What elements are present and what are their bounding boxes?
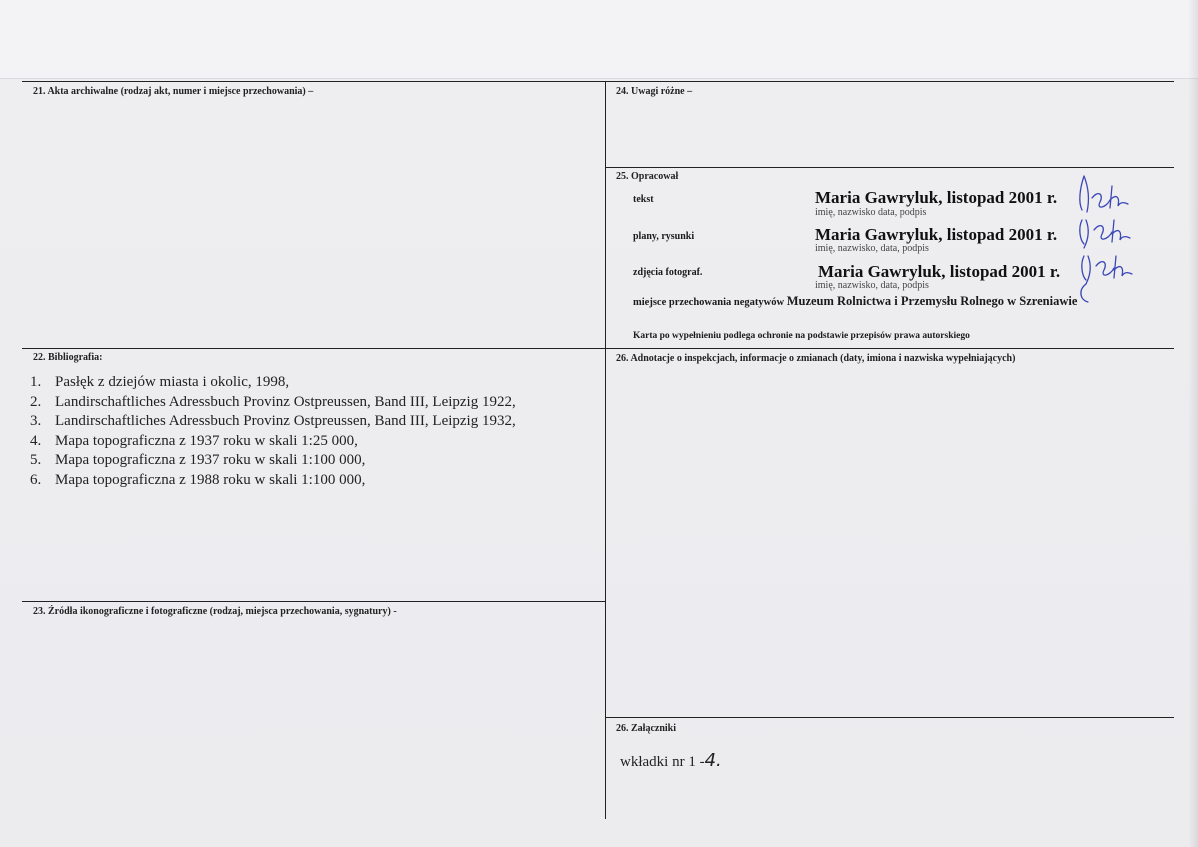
author-text-label: tekst	[633, 194, 654, 205]
paper-edge-shadow	[1188, 0, 1198, 847]
bibliography-item: 6. Mapa topograficzna z 1988 roku w skali 1:100 000,	[30, 471, 366, 488]
section-26-annotations-label: 26. Adnotacje o inspekcjach, informacje o zmianach (daty, imiona i nazwiska wypełniających)	[616, 353, 1016, 364]
negatives-storage-value: Muzeum Rolnictwa i Przemysłu Rolnego w Szreniawie	[786, 294, 1078, 308]
author-text-value: Maria Gawryluk, listopad 2001 r.	[815, 188, 1058, 207]
attachments-value	[620, 750, 722, 771]
author-photos-caption: imię, nazwisko, data, podpis	[815, 280, 929, 291]
negatives-storage-label: miejsce przechowania negatywów	[633, 297, 785, 308]
author-plans-value: Maria Gawryluk, listopad 2001 r.	[815, 225, 1058, 244]
negatives-storage	[633, 294, 1093, 310]
author-plans-caption: imię, nazwisko, data, podpis	[815, 243, 929, 254]
section-21-label: 21. Akta archiwalne (rodzaj akt, numer i miejsce przechowania) –	[33, 86, 314, 97]
bibliography-list	[30, 373, 516, 490]
page-top-margin	[0, 0, 1198, 79]
section-26-attachments-label: 26. Załączniki	[616, 723, 677, 734]
bibliography-item: 3. Landirschaftliches Adressbuch Provinz Ostpreussen, Band III, Leipzig 1932,	[30, 413, 516, 429]
author-photos-value: Maria Gawryluk, listopad 2001 r.	[818, 262, 1061, 281]
attachments-typed: wkładki nr 1 -	[620, 754, 705, 770]
section-24-label: 24. Uwagi różne –	[616, 86, 693, 97]
handwritten-signature-icon	[1070, 168, 1140, 308]
bibliography-item: 4. Mapa topograficzna z 1937 roku w skali 1:25 000,	[30, 432, 358, 449]
rule-22-23	[22, 601, 606, 602]
author-text-caption: imię, nazwisko data, podpis	[815, 207, 927, 218]
rule-21-22	[22, 348, 1174, 349]
bibliography-item: 2. Landirschaftliches Adressbuch Provinz Ostpreussen, Band III, Leipzig 1922,	[30, 393, 516, 410]
section-25-label: 25. Opracował	[616, 171, 679, 182]
bibliography-item: 1. Pasłęk z dziejów miasta i okolic, 1998,	[30, 374, 290, 390]
copyright-note: Karta po wypełnieniu podlega ochronie na podstawie przepisów prawa autorskiego	[633, 331, 970, 341]
rule-center-divider	[605, 81, 606, 819]
section-23-label: 23. Źródła ikonograficzne i fotograficzne (rodzaj, miejsca przechowania, sygnatury) -	[33, 606, 397, 617]
rule-top	[22, 81, 1174, 82]
author-photos-label: zdjęcia fotograf.	[633, 267, 703, 278]
attachments-handwritten: 4.	[704, 750, 722, 771]
author-plans-label: plany, rysunki	[633, 231, 695, 242]
rule-26-annotations-attachments	[606, 717, 1174, 718]
section-22-label: 22. Bibliografia:	[33, 352, 103, 363]
bibliography-item: 5. Mapa topograficzna z 1937 roku w skali 1:100 000,	[30, 452, 366, 468]
